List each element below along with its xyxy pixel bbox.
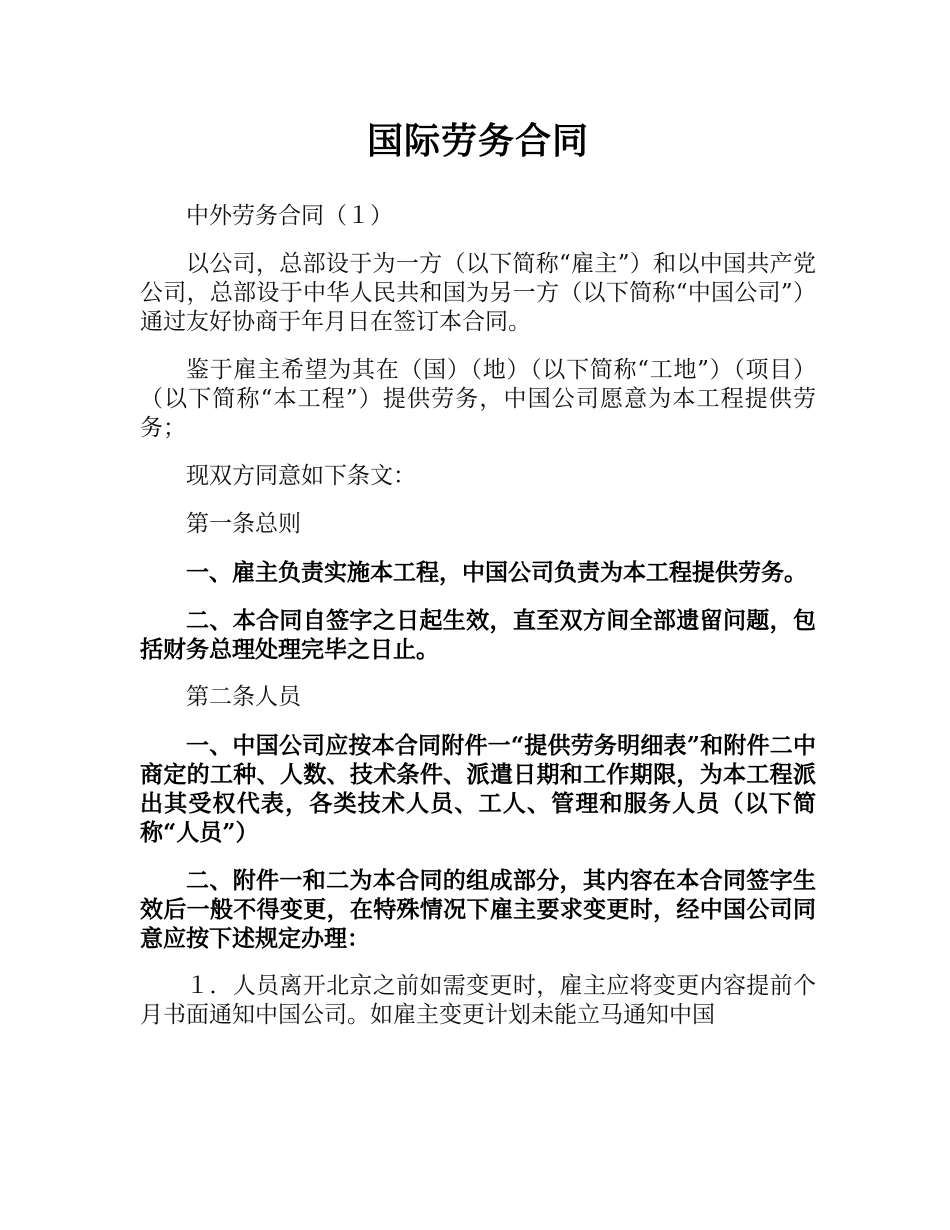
paragraph-recital: 鉴于雇主希望为其在（国）（地）（以下简称“工地”）（项目）（以下简称“本工程”）提供劳务，中国公司愿意为本工程提供劳务； [140,357,816,441]
paragraph-agreement-intro: 现双方同意如下条文： [186,463,416,489]
paragraph-parties: 以公司，总部设于为一方（以下简称“雇主”）和以中国共产党公司，总部设于中华人民共和国为另一方（以下简称“中国公司”）通过友好协商于年月日在签订本合同。 [140,251,816,335]
article-1-clause-2: 二、本合同自签字之日起生效，直至双方间全部遗留问题，包括财务总理处理完毕之日止。 [140,607,816,663]
paragraph-contract-subtitle: 中外劳务合同（１） [186,203,393,229]
article-2-clause-1: 一、中国公司应按本合同附件一“提供劳务明细表”和附件二中商定的工种、人数、技术条件、派遣日期和工作期限，为本工程派出其受权代表，各类技术人员、工人、管理和服务人员（以下简称“人员”） [140,732,816,846]
article-2-item-1: １．人员离开北京之前如需变更时，雇主应将变更内容提前个月书面通知中国公司。如雇主变更计划未能立马通知中国 [140,973,816,1028]
article-2-clause-2: 二、附件一和二为本合同的组成部分，其内容在本合同签字生效后一般不得变更，在特殊情况下雇主要求变更时，经中国公司同意应按下述规定办理： [140,867,816,952]
paragraph-list [140,202,816,1030]
article-1-heading: 第一条总则 [186,511,301,537]
document-body [140,118,816,1049]
document-title: 国际劳务合同 [366,121,589,162]
article-1-clause-1: 一、雇主负责实施本工程，中国公司负责为本工程提供劳务。 [186,559,807,586]
article-2-heading: 第二条人员 [186,684,301,710]
